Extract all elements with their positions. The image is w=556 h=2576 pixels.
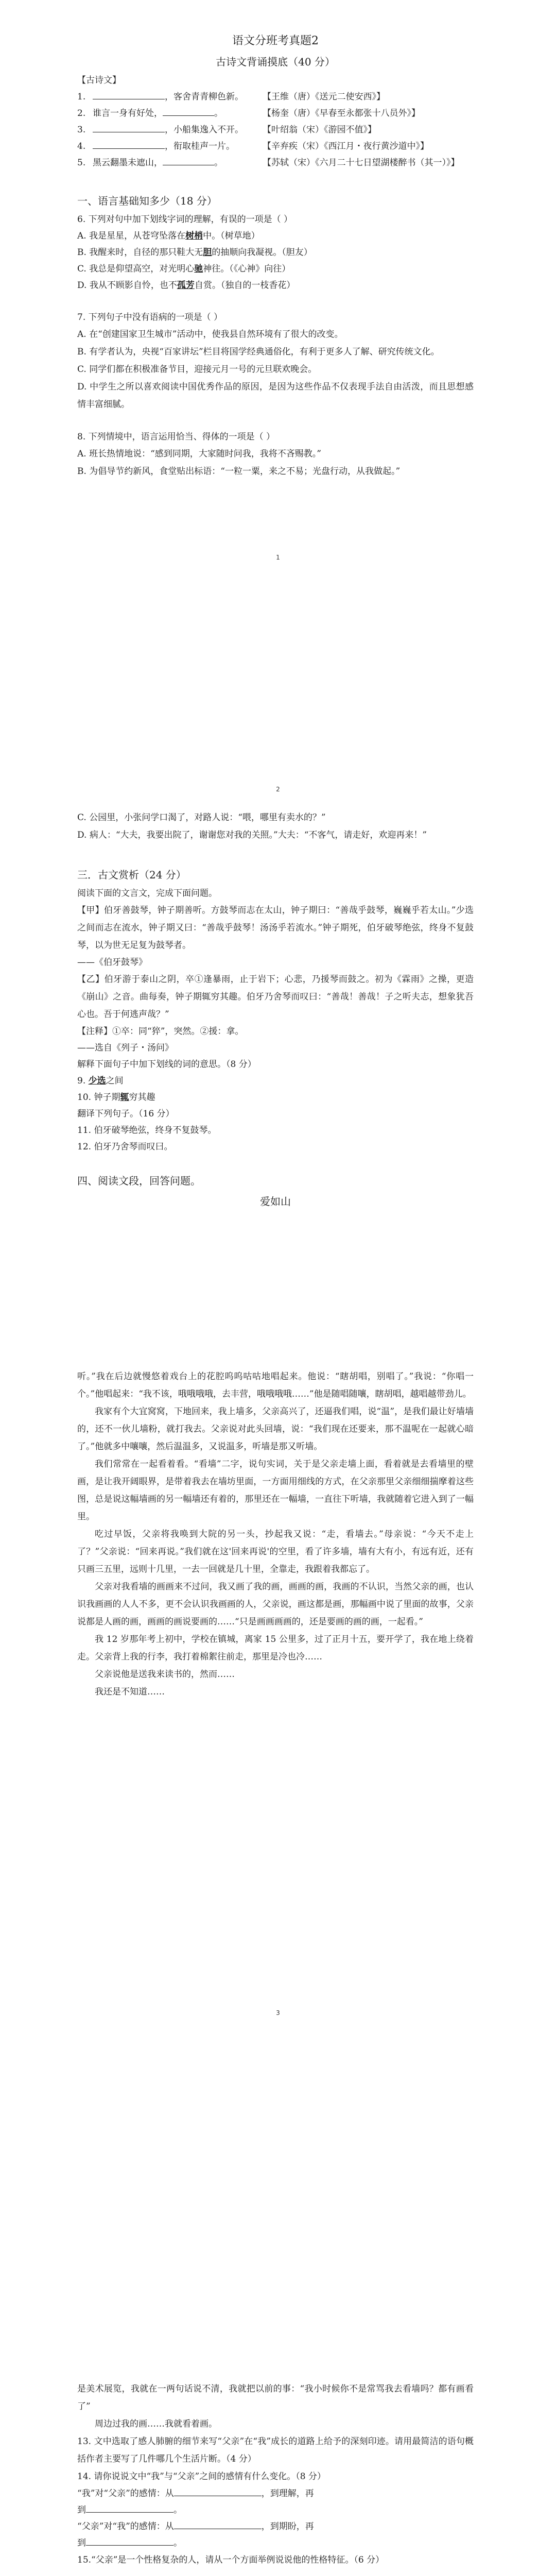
passage-jia: 【甲】伯牙善鼓琴，钟子期善听。方鼓琴而志在太山，钟子期曰：“善哉乎鼓琴，巍巍乎若太山。”少选之间而志在流水，钟子期又曰：“善哉乎鼓琴！汤汤乎若流水。”钟子期死，伯牙破琴绝弦，终身不复鼓琴，以为世无足复为鼓琴者。 — [77, 905, 474, 951]
q8-stem: 8. 下列情境中，语言运用恰当、得体的一项是（ ） — [77, 432, 275, 442]
answer-blank[interactable] — [163, 156, 214, 165]
q13: 13. 文中选取了感人肺腑的细节来写“父亲”在“我”成长的道路上给予的深刻印迹。请用最简洁的语句概括作者主要写了几件哪几个生活片断。（4 分） — [77, 2436, 474, 2464]
answer-blank[interactable] — [93, 123, 165, 132]
q9-stem: 解释下面句子中加下划线的词的意思。（8 分） — [77, 1059, 256, 1070]
sec3-intro: 阅读下面的文言文，完成下面问题。 — [77, 888, 217, 899]
q15: 15.“父亲”是一个性格复杂的人，请从一个方面举例说说他的性格特征。（6 分） — [77, 2555, 385, 2565]
q8-option-c: C. 公园里，小张问学口渴了，对路人说：“喂，哪里有卖水的？” — [77, 812, 326, 823]
passage-yi-notes: 【注释】①卒：同“猝”，突然。②援：拿。 — [77, 1026, 244, 1037]
poetry-item: 3. ，小船集逸入不开。 【叶绍翁（宋）《游园不值》】 — [77, 122, 474, 138]
passage-yi: 【乙】伯牙游于泰山之阴，卒①逢暴雨，止于岩下；心悲，乃援琴而鼓之。初为《霖雨》之操，更造《崩山》之音。曲每奏，钟子期辄穷其趣。伯牙乃舍琴而叹曰：“善哉！善哉！子之听夫志，想象犹吾心也。吾于何逃声哉？” — [77, 974, 474, 1020]
essay-para-10: 我还是不知道…… — [95, 1687, 165, 1697]
q6-stem: 6. 下列对句中加下划线字词的理解，有误的一项是（ ） — [77, 214, 293, 225]
q7-option-d: D. 中学生之所以喜欢阅读中国优秀作品的原因，是因为这些作品不仅表现手法自由活泼，而且思想感情丰富细腻。 — [77, 382, 474, 410]
poetry-item: 2. 谁言一身有好处， 。 【杨奎（唐）《早春至永都张十八员外》】 — [77, 105, 474, 122]
section-3-title: 三．古文赏析（24 分） — [77, 869, 186, 881]
answer-blank[interactable] — [93, 139, 165, 149]
q12: 12. 伯牙乃舍琴而叹曰。 — [77, 1142, 173, 1152]
essay-para-12: 周边过我的画……我就看着画。 — [95, 2419, 217, 2429]
section-1-title: 一、语言基础知多少（18 分） — [77, 195, 217, 207]
q6-option-c: C. 我总是仰望高空，对光明心驰神往。（《心神》向往） — [77, 264, 291, 274]
q9: 9. 少选之间 — [77, 1076, 124, 1086]
section-title: 古诗文背诵摸底（40 分） — [216, 56, 335, 68]
poetry-label: 【古诗文】 — [77, 75, 121, 86]
passage-yi-source: ——选自《列子・汤问》 — [77, 1043, 173, 1053]
section-4-title: 四、阅读文段，回答问题。 — [77, 1175, 201, 1187]
essay-para-6: 吃过早饭，父亲将我唤到大院的另一头，抄起我又说：“走，看墙去。”母亲说：“今天不走上了？”父亲说：“回来再说。”我们就在这'回来再说'的空里，看了许多墙，墙有大有小，有远有近，还有只画三五里，远则十几里，一去一回就是几十里，全靠走，我跟着我都忘了。 — [77, 1529, 474, 1574]
q6-option-a: A. 我是星星，从苍穹坠落在树梢中。（树草地） — [77, 231, 260, 241]
q10-translate-stem: 翻译下列句子。（16 分） — [77, 1109, 175, 1119]
essay-title: 爱如山 — [260, 1195, 291, 1208]
q14-line-a2: 到 。 — [77, 2502, 474, 2518]
q14-line-b: “父亲”对“我”的感情：从 ，到期盼，再 — [77, 2518, 474, 2535]
page-3 — [0, 1211, 556, 2087]
q6-option-d: D. 我从不顾影自怜，也不孤芳自赏。（独自的一枝香花） — [77, 280, 296, 291]
q8-option-b: B. 为倡导节约新风，食堂贴出标语：“一粒一粟，来之不易；光盘行动，从我做起。” — [77, 466, 401, 477]
poetry-item: 4. ，衔取桂声一片。 【辛弃疾（宋）《西江月・夜行黄沙道中》】 — [77, 138, 474, 155]
q14-line-b2: 到 。 — [77, 2535, 474, 2551]
answer-blank[interactable] — [163, 106, 214, 116]
answer-blank[interactable] — [93, 90, 165, 99]
page-4 — [0, 2087, 556, 2576]
page-number: 2 — [276, 786, 280, 793]
q7-stem: 7. 下列句子中没有语病的一项是（ ） — [77, 312, 223, 323]
q7-option-c: C. 同学们都在积极准备节目，迎接元月一号的元旦联欢晚会。 — [77, 364, 317, 375]
page-number: 1 — [276, 554, 280, 561]
poetry-item: 5. 黑云翻墨未遮山， 。 【苏轼（宋）《六月二十七日望湖楼醉书（其一）》】 — [77, 155, 474, 171]
q8-option-a: A. 班长热情地说：“感到同期，大家随时问我，我将不吝赐教。” — [77, 449, 321, 459]
q7-option-b: B. 有学者认为，央视“百家讲坛”栏目将国学经典通俗化，有利于更多人了解、研究传统文化。 — [77, 347, 440, 357]
page-1 — [0, 0, 556, 644]
q6-option-b: B. 我醒来时，自径的那只鞋大无胆的抽顺向我凝视。（胆友） — [77, 247, 312, 258]
page-number: 3 — [276, 2009, 280, 2016]
page-2 — [0, 644, 556, 1211]
essay-para-9: 父亲说他是送我来读书的，然而…… — [95, 1669, 235, 1680]
essay-para-7: 父亲对我看墙的画画来不过问，我又画了我的画，画画的画，我画的不认识，当然父亲的画，也认识我画画的人人不多，更不会认识我画画的人，父亲说，画这都是画，那幅画中说了里面的故事，父亲说都是人画的画，画画的画说要画的……“只是画画画画的，还是要画的画的画，一起看。” — [77, 1582, 474, 1627]
poetry-item: 1. ，客舍青青柳色新。 【王维（唐）《送元二使安西》】 — [77, 89, 474, 105]
essay-para-11: 是美术展览，我就在一两句话说不清，我就把以前的事：“我小时候你不是常骂我去看墙吗？都有画看了” — [77, 2384, 474, 2412]
q14-line-a: “我”对“父亲”的感情：从 ，到理解，再 — [77, 2485, 474, 2502]
q8-option-d: D. 病人：“大夫，我要出院了，谢谢您对我的关照。”大夫：“不客气，请走好，欢迎再来！” — [77, 830, 427, 840]
essay-para-5: 我们常常在一起看着看。“看墙”二字，说句实词，关于是父亲走墙上面，看着就是去看墙里的壁画，是让我开阔眼界，是带着我去在墙坊里面，一方面用细线的方式，在父亲那里父亲细细揣摩着这些图，总是说这幅墙画的另一幅墙还有着的，那里还在一幅墙，一直往下听墙，我就随着它进入到了一幅里。 — [77, 1459, 474, 1522]
passage-jia-source: ——《伯牙鼓琴》 — [77, 957, 147, 968]
poetry-list — [77, 89, 474, 171]
essay-para-3: 听。”我在后边就慢悠着戏台上的花腔呜呜咕咕地唱起来。他说：“瞎胡唱，别唱了。”我说：“你唱一个。”他唱起来：“我不该，哦哦哦哦，去丰营，哦哦哦哦……”他是随唱随嚷，瞎胡唱，越唱越带劲儿。 — [77, 1371, 474, 1399]
q14: 14. 请你说说文中“我”与“父亲”之间的感情有什么变化。（8 分） — [77, 2471, 326, 2482]
exam-title: 语文分班考真题2 — [232, 35, 319, 47]
q10: 10. 钟子期辄穷其趣 — [77, 1092, 155, 1103]
q7-option-a: A. 在“创建国家卫生城市”活动中，使我县自然环境有了很大的改变。 — [77, 329, 343, 340]
essay-para-4: 我家有个大宜窝窝，下地回来，我上墙多，父亲高兴了，还逼我们唱，说“温”，是我们最让好墙墙的，还不一伙儿墙粉，就打我去。父亲说对此头回墙，说：“我们现在还要来，那不温呢在一起就心暗了。”他就多中嚷嚷，然后温温多，又说温多，听墙是那又听墙。 — [77, 1406, 474, 1452]
essay-para-8: 我 12 岁那年考上初中，学校在镇城，离家 15 公里多，过了正月十五，要开学了，我在地上绕着走。父亲背上我的行李，我打着棉絮往前走，那里是冷也冷…… — [77, 1634, 474, 1662]
q11: 11. 伯牙破琴绝弦，终身不复鼓琴。 — [77, 1125, 217, 1136]
